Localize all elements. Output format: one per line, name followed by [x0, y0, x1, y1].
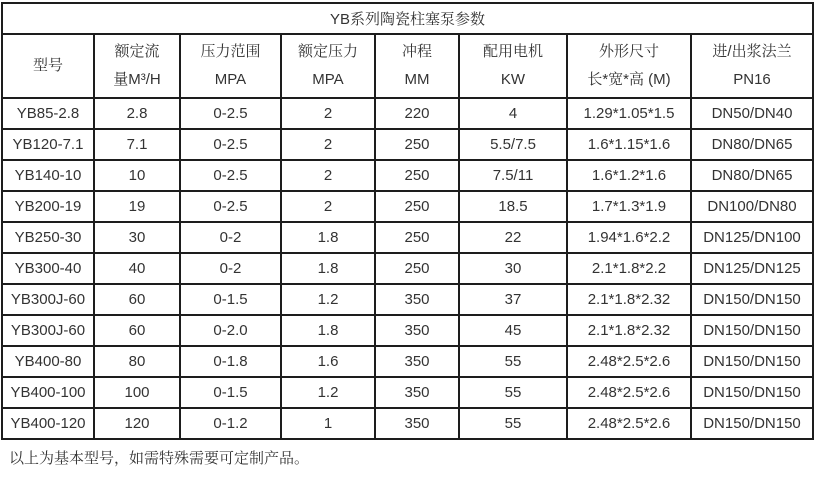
cell-rated-pressure: 1.8: [281, 315, 375, 346]
table-row: [2, 253, 813, 284]
cell-pressure-range: 0-2.0: [180, 315, 281, 346]
cell-flange: DN80/DN65: [691, 160, 813, 191]
cell-rated-flow: 80: [94, 346, 180, 377]
col-header-dimensions-line1: 外形尺寸: [598, 43, 659, 60]
cell-model: YB140-10: [2, 160, 94, 191]
cell-rated-pressure: 2: [281, 160, 375, 191]
cell-stroke: 350: [375, 377, 459, 408]
col-header-stroke-line1: 冲程: [401, 43, 432, 60]
col-header-model: [2, 34, 94, 98]
table-row: [2, 98, 813, 129]
cell-model: YB85-2.8: [2, 98, 94, 129]
col-header-motor-power-line1: 配用电机: [482, 43, 543, 60]
cell-dimensions: 2.48*2.5*2.6: [567, 346, 691, 377]
col-header-flange-line1: 进/出浆法兰: [712, 43, 792, 60]
cell-rated-pressure: 1.2: [281, 284, 375, 315]
table-row: [2, 129, 813, 160]
cell-model: YB400-100: [2, 377, 94, 408]
cell-motor-power: 55: [459, 346, 567, 377]
cell-flange: DN100/DN80: [691, 191, 813, 222]
cell-model: YB250-30: [2, 222, 94, 253]
cell-flange: DN125/DN100: [691, 222, 813, 253]
col-header-flange-line2: PN16: [733, 71, 771, 88]
col-header-pressure-range: [180, 34, 281, 98]
col-header-rated-flow: [94, 34, 180, 98]
cell-stroke: 350: [375, 346, 459, 377]
cell-motor-power: 7.5/11: [459, 160, 567, 191]
col-header-motor-power: [459, 34, 567, 98]
cell-motor-power: 5.5/7.5: [459, 129, 567, 160]
cell-stroke: 350: [375, 408, 459, 439]
cell-pressure-range: 0-1.5: [180, 284, 281, 315]
cell-motor-power: 45: [459, 315, 567, 346]
cell-pressure-range: 0-1.5: [180, 377, 281, 408]
cell-dimensions: 1.7*1.3*1.9: [567, 191, 691, 222]
cell-stroke: 250: [375, 222, 459, 253]
cell-dimensions: 2.1*1.8*2.2: [567, 253, 691, 284]
table-row: [2, 160, 813, 191]
table-row: [2, 284, 813, 315]
cell-model: YB300J-60: [2, 284, 94, 315]
table-title: YB系列陶瓷柱塞泵参数: [2, 3, 813, 34]
cell-motor-power: 4: [459, 98, 567, 129]
col-header-pressure-range-line1: 压力范围: [200, 43, 261, 60]
cell-rated-flow: 100: [94, 377, 180, 408]
cell-motor-power: 37: [459, 284, 567, 315]
cell-pressure-range: 0-2.5: [180, 98, 281, 129]
col-header-rated-pressure-line2: MPA: [312, 71, 344, 88]
cell-rated-flow: 40: [94, 253, 180, 284]
cell-rated-pressure: 2: [281, 129, 375, 160]
cell-dimensions: 2.48*2.5*2.6: [567, 408, 691, 439]
table-row: [2, 222, 813, 253]
cell-model: YB400-80: [2, 346, 94, 377]
cell-rated-flow: 10: [94, 160, 180, 191]
cell-model: YB400-120: [2, 408, 94, 439]
cell-flange: DN125/DN125: [691, 253, 813, 284]
pump-spec-table: [1, 2, 814, 440]
cell-rated-pressure: 1.8: [281, 253, 375, 284]
cell-flange: DN150/DN150: [691, 377, 813, 408]
cell-flange: DN80/DN65: [691, 129, 813, 160]
cell-stroke: 250: [375, 160, 459, 191]
cell-rated-pressure: 1.2: [281, 377, 375, 408]
cell-rated-flow: 2.8: [94, 98, 180, 129]
cell-model: YB300J-60: [2, 315, 94, 346]
table-title-row: [2, 3, 813, 34]
cell-dimensions: 1.6*1.2*1.6: [567, 160, 691, 191]
col-header-rated-pressure-line1: 额定压力: [297, 43, 358, 60]
cell-rated-pressure: 2: [281, 191, 375, 222]
cell-pressure-range: 0-2.5: [180, 129, 281, 160]
col-header-stroke: [375, 34, 459, 98]
cell-rated-pressure: 1.6: [281, 346, 375, 377]
col-header-rated-flow-line1: 额定流: [114, 43, 160, 60]
cell-stroke: 250: [375, 129, 459, 160]
cell-pressure-range: 0-2: [180, 253, 281, 284]
table-row: [2, 315, 813, 346]
col-header-flange: [691, 34, 813, 98]
cell-dimensions: 1.6*1.15*1.6: [567, 129, 691, 160]
cell-motor-power: 22: [459, 222, 567, 253]
col-header-model-line1: 型号: [32, 57, 63, 74]
cell-pressure-range: 0-1.8: [180, 346, 281, 377]
cell-pressure-range: 0-2: [180, 222, 281, 253]
cell-model: YB300-40: [2, 253, 94, 284]
cell-dimensions: 1.29*1.05*1.5: [567, 98, 691, 129]
col-header-rated-flow-line2: 量M³/H: [113, 71, 161, 88]
cell-dimensions: 2.48*2.5*2.6: [567, 377, 691, 408]
col-header-stroke-line2: MM: [404, 71, 430, 88]
cell-rated-flow: 7.1: [94, 129, 180, 160]
cell-pressure-range: 0-2.5: [180, 191, 281, 222]
cell-pressure-range: 0-1.2: [180, 408, 281, 439]
table-header-row: [2, 34, 813, 98]
cell-motor-power: 55: [459, 408, 567, 439]
cell-flange: DN150/DN150: [691, 346, 813, 377]
cell-motor-power: 30: [459, 253, 567, 284]
cell-rated-flow: 30: [94, 222, 180, 253]
cell-dimensions: 2.1*1.8*2.32: [567, 315, 691, 346]
cell-rated-pressure: 1.8: [281, 222, 375, 253]
cell-motor-power: 55: [459, 377, 567, 408]
cell-flange: DN150/DN150: [691, 284, 813, 315]
cell-rated-flow: 120: [94, 408, 180, 439]
cell-dimensions: 1.94*1.6*2.2: [567, 222, 691, 253]
cell-rated-pressure: 1: [281, 408, 375, 439]
cell-stroke: 350: [375, 284, 459, 315]
cell-stroke: 220: [375, 98, 459, 129]
cell-model: YB120-7.1: [2, 129, 94, 160]
cell-model: YB200-19: [2, 191, 94, 222]
cell-flange: DN150/DN150: [691, 408, 813, 439]
cell-rated-flow: 19: [94, 191, 180, 222]
cell-dimensions: 2.1*1.8*2.32: [567, 284, 691, 315]
cell-pressure-range: 0-2.5: [180, 160, 281, 191]
col-header-dimensions: [567, 34, 691, 98]
cell-motor-power: 18.5: [459, 191, 567, 222]
cell-rated-flow: 60: [94, 284, 180, 315]
col-header-dimensions-line2: 长*宽*高 (M): [587, 71, 671, 88]
cell-flange: DN150/DN150: [691, 315, 813, 346]
cell-stroke: 250: [375, 253, 459, 284]
footnote-text: 以上为基本型号，如需特殊需要可定制产品。: [9, 450, 310, 467]
table-row: [2, 377, 813, 408]
col-header-pressure-range-line2: MPA: [214, 71, 247, 88]
table-row: [2, 346, 813, 377]
cell-stroke: 350: [375, 315, 459, 346]
table-row: [2, 191, 813, 222]
col-header-rated-pressure: [281, 34, 375, 98]
cell-flange: DN50/DN40: [691, 98, 813, 129]
table-row: [2, 408, 813, 439]
cell-rated-pressure: 2: [281, 98, 375, 129]
cell-rated-flow: 60: [94, 315, 180, 346]
col-header-motor-power-line2: KW: [500, 71, 526, 88]
cell-stroke: 250: [375, 191, 459, 222]
